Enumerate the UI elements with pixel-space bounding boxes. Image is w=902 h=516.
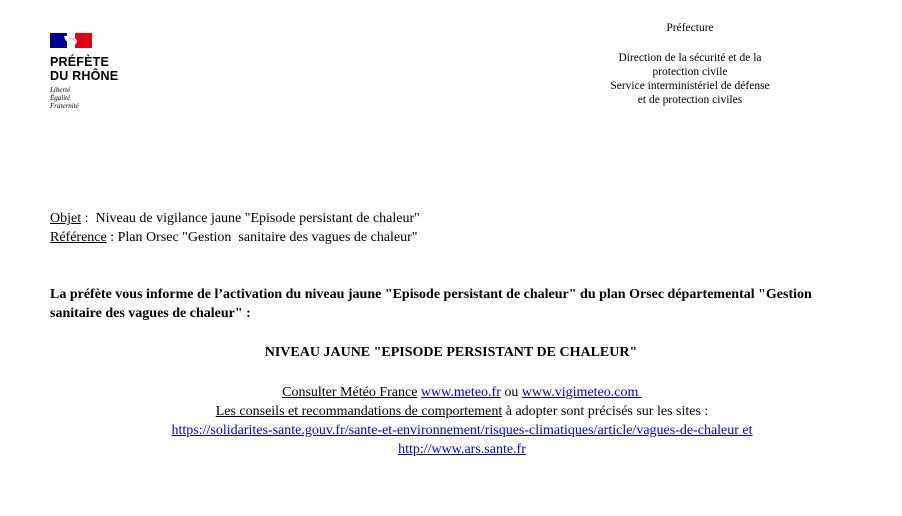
logo-title-line1: PRÉFÈTE bbox=[50, 55, 110, 69]
objet-label: Objet bbox=[50, 211, 82, 226]
sante-line bbox=[0, 421, 902, 440]
meteo-line bbox=[0, 383, 902, 402]
marianne-emblem-icon bbox=[50, 33, 92, 48]
motto-fraternite: Fraternité bbox=[50, 102, 79, 110]
direction-line-2: protection civile bbox=[652, 66, 728, 78]
objet-line bbox=[50, 209, 420, 228]
prefecture-logo bbox=[50, 33, 160, 110]
direction-line-3: Service interministériel de défense bbox=[610, 80, 770, 92]
logo-title-line2: DU RHÔNE bbox=[50, 69, 119, 83]
motto-egalite: Égalité bbox=[50, 94, 71, 102]
direction-line-1: Direction de la sécurité et de la bbox=[618, 52, 762, 64]
vigimeteo-link[interactable]: www.vigimeteo.com bbox=[521, 385, 642, 400]
ars-sante-link[interactable]: http://www.ars.sante.fr bbox=[398, 442, 526, 457]
and-text: et bbox=[738, 423, 753, 438]
intro-paragraph: La préfète vous informe de l’activation du niveau jaune "Episode persistant de chaleur" du plan Orsec départemental "Gestion sanitaire des vagues de chaleur" : bbox=[50, 287, 812, 321]
or-text: ou bbox=[500, 385, 522, 400]
conseils-suffix: à adopter sont précisés sur les sites : bbox=[502, 404, 709, 419]
links-block bbox=[0, 383, 902, 459]
reference-text: : Plan Orsec "Gestion sanitaire des vagues de chaleur" bbox=[106, 230, 418, 245]
consulter-label: Consulter Météo France bbox=[282, 385, 418, 400]
conseils-line bbox=[0, 402, 902, 421]
objet-text: : Niveau de vigilance jaune "Episode persistant de chaleur" bbox=[81, 211, 420, 226]
reference-label: Référence bbox=[50, 230, 107, 245]
ars-line bbox=[0, 440, 902, 459]
prefecture-label: Préfecture bbox=[666, 22, 714, 34]
republic-motto bbox=[50, 86, 160, 110]
meteo-france-link[interactable]: www.meteo.fr bbox=[420, 385, 501, 400]
sender-header bbox=[580, 21, 800, 107]
conseils-label: Les conseils et recommandations de comportement bbox=[215, 404, 503, 419]
subject-block bbox=[50, 209, 420, 247]
direction-line-4: et de protection civiles bbox=[637, 94, 743, 106]
logo-title bbox=[50, 55, 160, 83]
motto-liberte: Liberté bbox=[50, 86, 71, 94]
vigilance-level-heading: NIVEAU JAUNE "EPISODE PERSISTANT DE CHALEUR" bbox=[264, 345, 638, 360]
solidarites-sante-link[interactable]: https://solidarites-sante.gouv.fr/sante-et-environnement/risques-climatiques/article/vagues-de-chaleur bbox=[171, 423, 739, 438]
reference-line bbox=[50, 228, 420, 247]
